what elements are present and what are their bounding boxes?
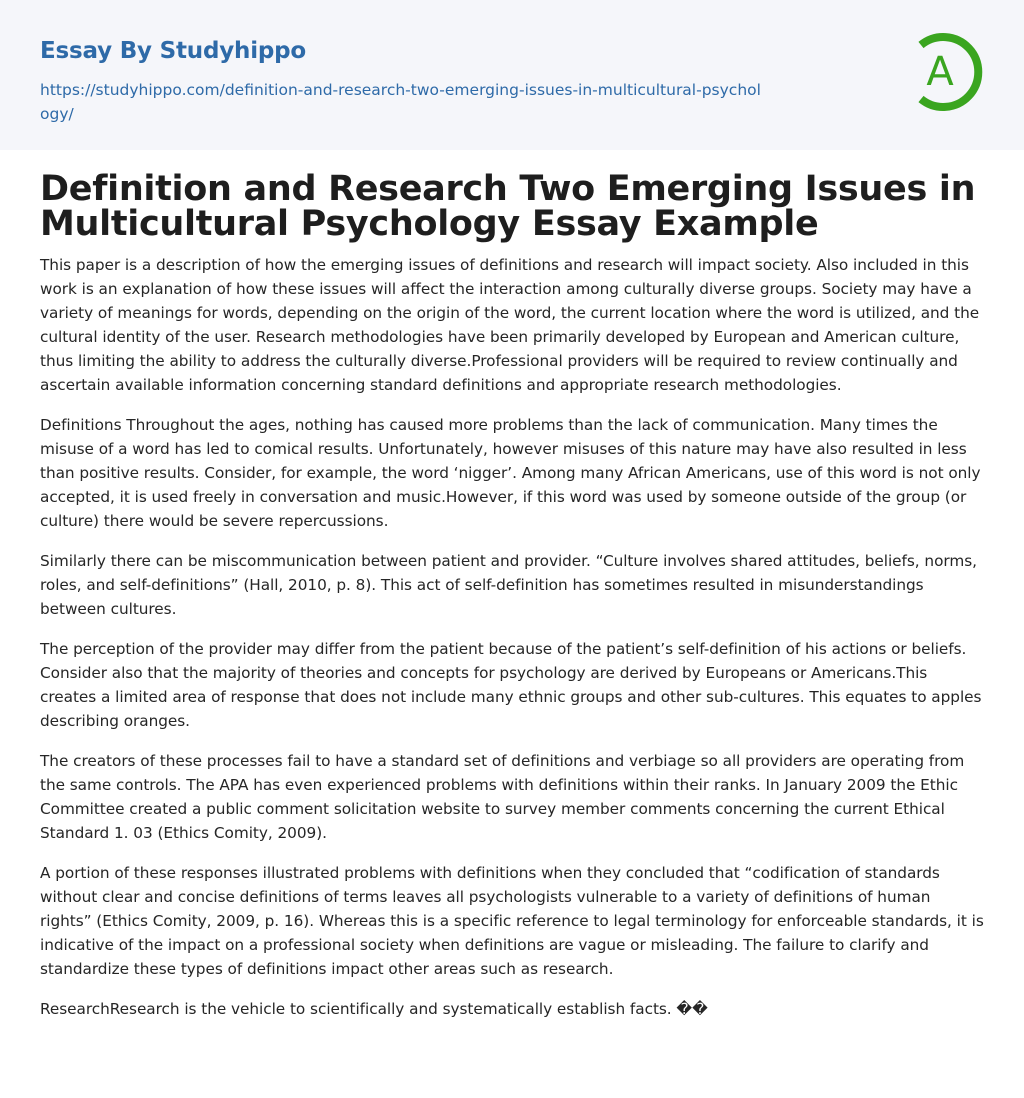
article-paragraph: Similarly there can be miscommunication between patient and provider. “Culture involves shared attitudes, beliefs, norms, roles, and self-definitions” (Hall, 2010, p. 8). This act of self-definition has sometimes resulted in misunderstandings between cultures. (40, 552, 977, 618)
site-header (0, 0, 1024, 150)
logo-letter: A (926, 49, 954, 95)
article-paragraph: ResearchResearch is the vehicle to scientifically and systematically establish facts. �� (40, 1000, 708, 1018)
source-url-link[interactable]: https://studyhippo.com/definition-and-research-two-emerging-issues-in-multicultural-psychology/ (40, 81, 761, 123)
article-paragraph: The creators of these processes fail to have a standard set of definitions and verbiage so all providers are operating from the same controls. The APA has even experienced problems with definitions within their ranks. In January 2009 the Ethic Committee created a public comment solicitation website to survey member comments concerning the current Ethical Standard 1. 03 (Ethics Comity, 2009). (40, 752, 965, 842)
article-paragraph: The perception of the provider may differ from the patient because of the patient’s self-definition of his actions or beliefs. Consider also that the majority of theories and concepts for psychology are derived by Europeans or Americans.This creates a limited area of response that does not include many ethnic groups and other sub-cultures. This equates to apples describing oranges. (40, 640, 982, 730)
article-paragraph: This paper is a description of how the emerging issues of definitions and research will impact society. Also included in this work is an explanation of how these issues will affect the interaction among culturally diverse groups. Society may have a variety of meanings for words, depending on the origin of the word, the current location where the word is utilized, and the cultural identity of the user. Research methodologies have been primarily developed by European and American culture, thus limiting the ability to address the culturally diverse.Professional providers will be required to review continually and ascertain available information concerning standard definitions and appropriate research methodologies. (40, 256, 980, 394)
studyhippo-logo-icon[interactable] (910, 28, 988, 116)
article-title: Definition and Research Two Emerging Issues in Multicultural Psychology Essay Example (40, 169, 976, 244)
article-paragraph: Definitions Throughout the ages, nothing has caused more problems than the lack of communication. Many times the misuse of a word has led to comical results. Unfortunately, however misuses of this nature may have also resulted in less than positive results. Consider, for example, the word ‘nigger’. Among many African Americans, use of this word is not only accepted, it is used freely in conversation and music.However, if this word was used by someone outside of the group (or culture) there would be severe repercussions. (40, 416, 981, 530)
article (0, 169, 1024, 1021)
article-paragraph: A portion of these responses illustrated problems with definitions when they concluded that “codification of standards without clear and concise definitions of terms leaves all psychologists vulnerable to a variety of definitions of human rights” (Ethics Comity, 2009, p. 16). Whereas this is a specific reference to legal terminology for enforceable standards, it is indicative of the impact on a professional society when definitions are vague or misleading. The failure to clarify and standardize these types of definitions impact other areas such as research. (40, 864, 984, 978)
brand-name[interactable]: Essay By Studyhippo (40, 38, 307, 64)
